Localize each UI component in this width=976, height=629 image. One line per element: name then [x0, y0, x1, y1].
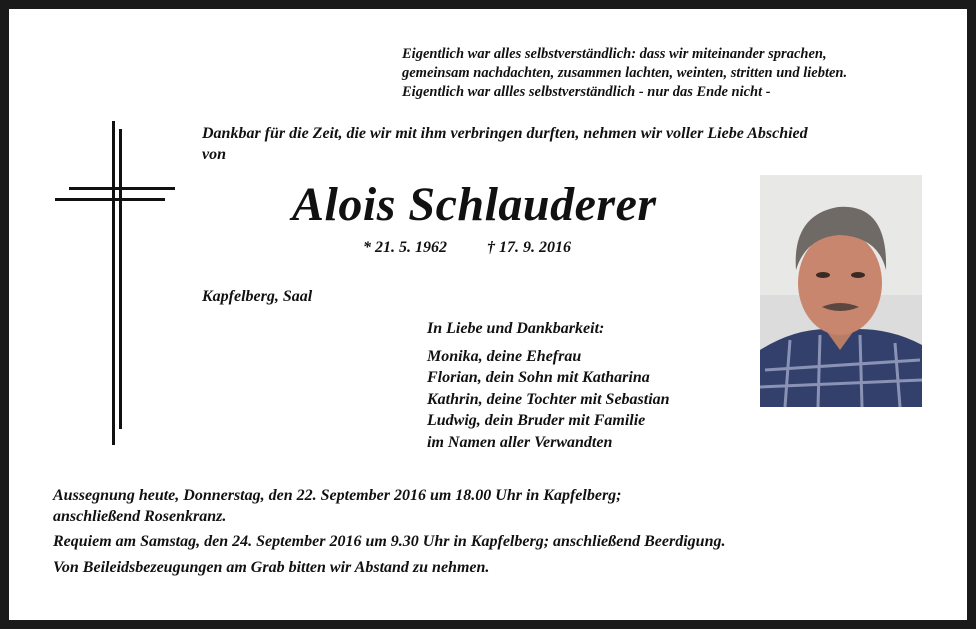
birth-date: * 21. 5. 1962 — [363, 239, 447, 256]
portrait-photo — [760, 175, 922, 407]
service-line: anschließend Rosenkranz. — [53, 508, 227, 525]
life-dates — [363, 237, 571, 259]
intro-text — [202, 123, 808, 165]
cross-icon — [55, 121, 179, 445]
mourner-item: Florian, dein Sohn mit Katharina — [427, 369, 650, 386]
mourners-block — [427, 318, 670, 453]
place: Kapfelberg, Saal — [202, 288, 313, 305]
poem-line: gemeinsam nachdachten, zusammen lachten, weinten, stritten und liebten. — [402, 65, 848, 81]
mourner-item: im Namen aller Verwandten — [427, 433, 613, 451]
poem-line: Eigentlich war alles selbstverständlich: dass wir miteinander sprachen, — [402, 46, 827, 62]
mourner-item: Monika, deine Ehefrau — [427, 347, 582, 365]
service-line: Von Beileidsbezeugungen am Grab bitten wir Abstand zu nehmen. — [53, 559, 490, 576]
intro-line: von — [202, 146, 226, 163]
intro-line: Dankbar für die Zeit, die wir mit ihm verbringen durften, nehmen wir voller Liebe Abschied — [202, 125, 808, 142]
obituary-notice — [9, 9, 967, 620]
poem — [402, 45, 847, 102]
mourner-item: Kathrin, deine Tochter mit Sebastian — [427, 390, 670, 408]
service-info — [53, 485, 725, 578]
mourner-item: Ludwig, dein Bruder mit Familie — [427, 412, 646, 429]
deceased-name: Alois Schlauderer — [292, 178, 657, 231]
mourners-heading: In Liebe und Dankbarkeit: — [427, 320, 605, 337]
service-line: Aussegnung heute, Donnerstag, den 22. September 2016 um 18.00 Uhr in Kapfelberg; — [53, 487, 622, 504]
poem-line: Eigentlich war allles selbstverständlich - nur das Ende nicht - — [402, 84, 771, 100]
death-date: † 17. 9. 2016 — [487, 239, 571, 256]
service-line: Requiem am Samstag, den 24. September 2016 um 9.30 Uhr in Kapfelberg; anschließend Beerdigung. — [53, 533, 726, 550]
